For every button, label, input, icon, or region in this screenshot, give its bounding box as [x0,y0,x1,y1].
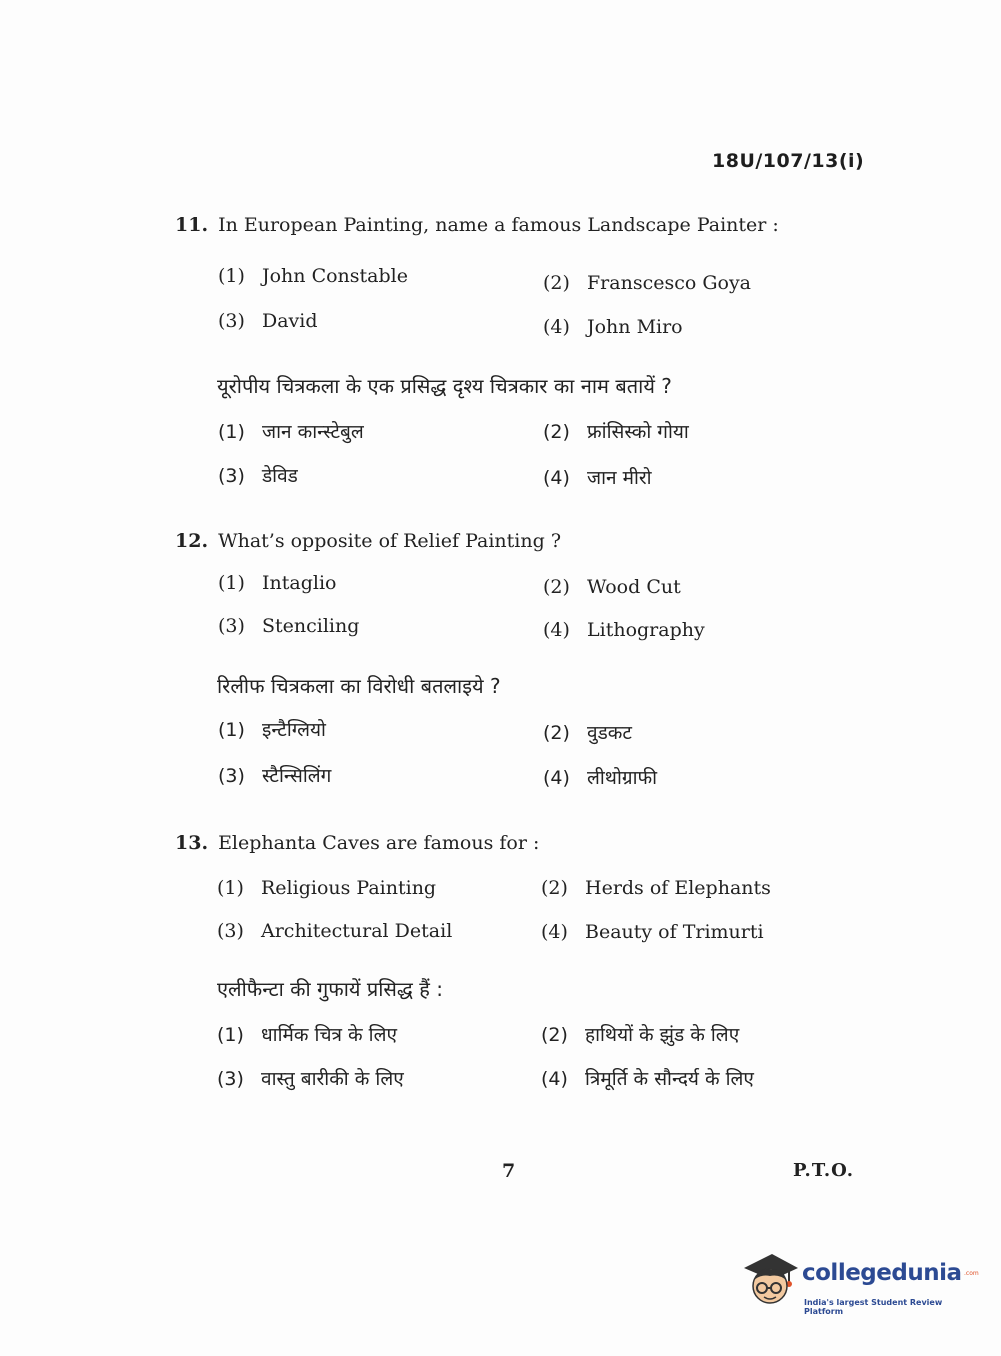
hindi-option-3: (3) स्टैन्सिलिंग [218,765,332,787]
hindi-option-1: (1) जान कान्स्टेबुल [218,421,364,443]
option-4: (4) John Miro [543,316,683,338]
pto-label: P.T.O. [793,1160,855,1181]
mascot-icon [742,1248,800,1308]
option-1: (1) Intaglio [218,572,337,594]
question-text [175,832,539,854]
brand-tagline: India's largest Student Review Platform [804,1298,943,1316]
question-english: What’s opposite of Relief Painting ? [218,530,562,552]
question-number: 12. [175,530,209,552]
option-3: (3) Architectural Detail [217,920,453,942]
option-4: (4) Beauty of Trimurti [541,921,764,943]
option-3: (3) David [218,310,318,332]
question-english: In European Painting, name a famous Landscape Painter : [218,214,779,236]
question-english: Elephanta Caves are famous for : [218,832,540,854]
question-hindi: रिलीफ चित्रकला का विरोधी बतलाइये ? [217,674,501,698]
hindi-option-2: (2) हाथियों के झुंड के लिए [541,1024,740,1046]
hindi-option-3: (3) वास्तु बारीकी के लिए [217,1068,404,1090]
hindi-option-4: (4) जान मीरो [543,467,652,489]
hindi-option-4: (4) लीथोग्राफी [543,767,658,789]
collegedunia-watermark [742,1248,979,1316]
hindi-option-2: (2) फ्रांसिस्को गोया [543,421,689,443]
option-2: (2) Herds of Elephants [541,877,771,899]
option-3: (3) Stenciling [218,615,360,637]
option-2: (2) Wood Cut [543,576,681,598]
question-hindi: एलीफैन्टा की गुफायें प्रसिद्ध हैं : [217,977,443,1001]
question-text [175,214,779,236]
question-hindi: यूरोपीय चित्रकला के एक प्रसिद्ध दृश्य चित्रकार का नाम बतायें ? [217,374,672,398]
question-text [175,530,561,552]
hindi-option-3: (3) डेविड [218,465,298,487]
hindi-option-1: (1) धार्मिक चित्र के लिए [217,1024,397,1046]
hindi-option-1: (1) इन्टैग्लियो [218,719,326,741]
question-number: 13. [175,832,209,854]
paper-code: 18U/107/13(i) [712,150,865,172]
option-2: (2) Franscesco Goya [543,272,752,294]
option-4: (4) Lithography [543,619,705,641]
hindi-option-2: (2) वुडकट [543,722,632,744]
page-number: 7 [502,1160,516,1182]
option-1: (1) Religious Painting [217,877,437,899]
brand-domain: .com [964,1270,979,1277]
hindi-option-4: (4) त्रिमूर्ति के सौन्दर्य के लिए [541,1068,754,1090]
question-number: 11. [175,214,209,236]
option-1: (1) John Constable [218,265,408,287]
brand-name: collegedunia [802,1260,962,1286]
